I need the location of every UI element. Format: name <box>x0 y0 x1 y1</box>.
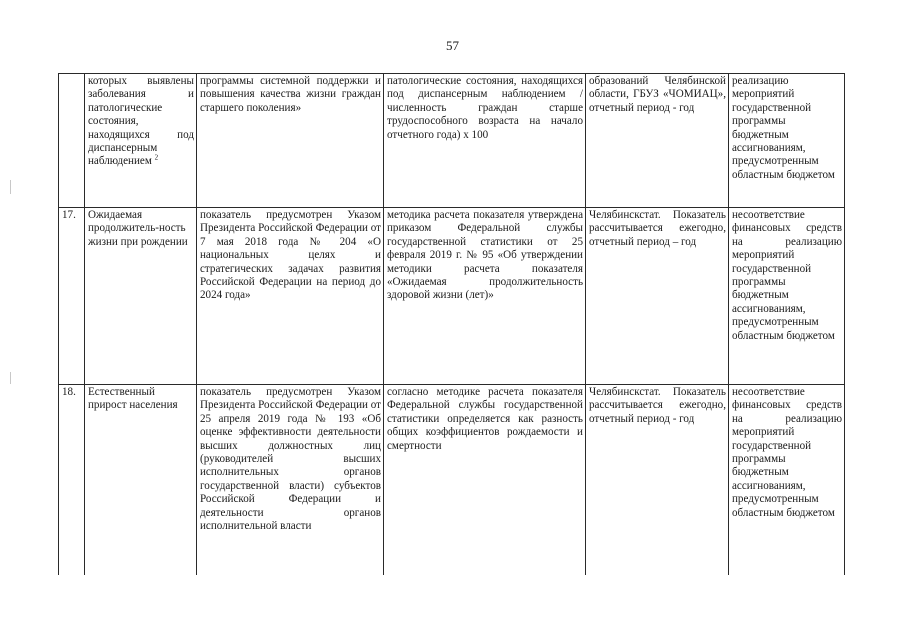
method-cell: патологические состояния, находящихся под диспансерным наблюдением / численность граждан старше трудоспособного возраста на начало отчетного года) х 100 <box>384 74 586 208</box>
risk-cell: несоответствие финансовых средств на реализацию мероприятий государственной программы бюджетным ассигнованиям, предусмотренным областным бюджетом <box>729 385 845 576</box>
page-number: 57 <box>446 38 459 53</box>
basis-cell: программы системной поддержки и повышения качества жизни граждан старшего поколения» <box>197 74 384 208</box>
table-row-continued <box>59 74 845 208</box>
method-cell: согласно методике расчета показателя Федеральной службы государственной статистики определяется как разность общих коэффициентов рождаемости и смертности <box>384 385 586 576</box>
source-cell: Челябинскстат. Показатель рассчитывается ежегодно, отчетный период - год <box>586 385 729 576</box>
basis-cell: показатель предусмотрен Указом Президента Российской Федерации от 25 апреля 2019 года № 193 «Об оценке эффективности деятельности высших должностных лиц (руководителей высших исполнительных органов государственной власти) субъектов Российской Федерации и деятельности органов исполнительной власти <box>197 385 384 576</box>
row-number-cell: 17. <box>59 208 85 385</box>
row-number-cell: 18. <box>59 385 85 576</box>
indicator-cell: Ожидаемая продолжитель-ность жизни при рождении <box>85 208 197 385</box>
source-cell: Челябинскстат. Показатель рассчитывается ежегодно, отчетный период – год <box>586 208 729 385</box>
indicator-cell: Естественный прирост населения <box>85 385 197 576</box>
risk-cell: несоответствие финансовых средств на реализацию мероприятий государственной программы бюджетным ассигнованиям, предусмотренным областным бюджетом <box>729 208 845 385</box>
row-number-cell <box>59 74 85 208</box>
basis-cell: показатель предусмотрен Указом Президента Российской Федерации от 7 мая 2018 года № 204 «О национальных целях и стратегических задачах развития Российской Федерации на период до 2024 года» <box>197 208 384 385</box>
indicators-table <box>58 73 845 575</box>
table-row-17 <box>59 208 845 385</box>
source-cell: образований Челябинской области, ГБУЗ «ЧОМИАЦ», отчетный период - год <box>586 74 729 208</box>
margin-mark-top <box>10 180 11 194</box>
risk-cell: реализацию мероприятий государственной программы бюджетным ассигнованиям, предусмотренным областным бюджетом <box>729 74 845 208</box>
indicator-text: которых выявлены заболевания и патологические состояния, находящихся под диспансерным наблюдением <box>88 75 194 168</box>
table-row-18 <box>59 385 845 576</box>
indicator-cell <box>85 74 197 208</box>
method-cell: методика расчета показателя утверждена приказом Федеральной службы государственной статистики от 25 февраля 2019 г. № 95 «Об утверждении методики расчета показателя «Ожидаемая продолжительность здоровой жизни (лет)» <box>384 208 586 385</box>
margin-mark-middle <box>10 372 11 384</box>
footnote-mark: 2 <box>154 153 159 162</box>
